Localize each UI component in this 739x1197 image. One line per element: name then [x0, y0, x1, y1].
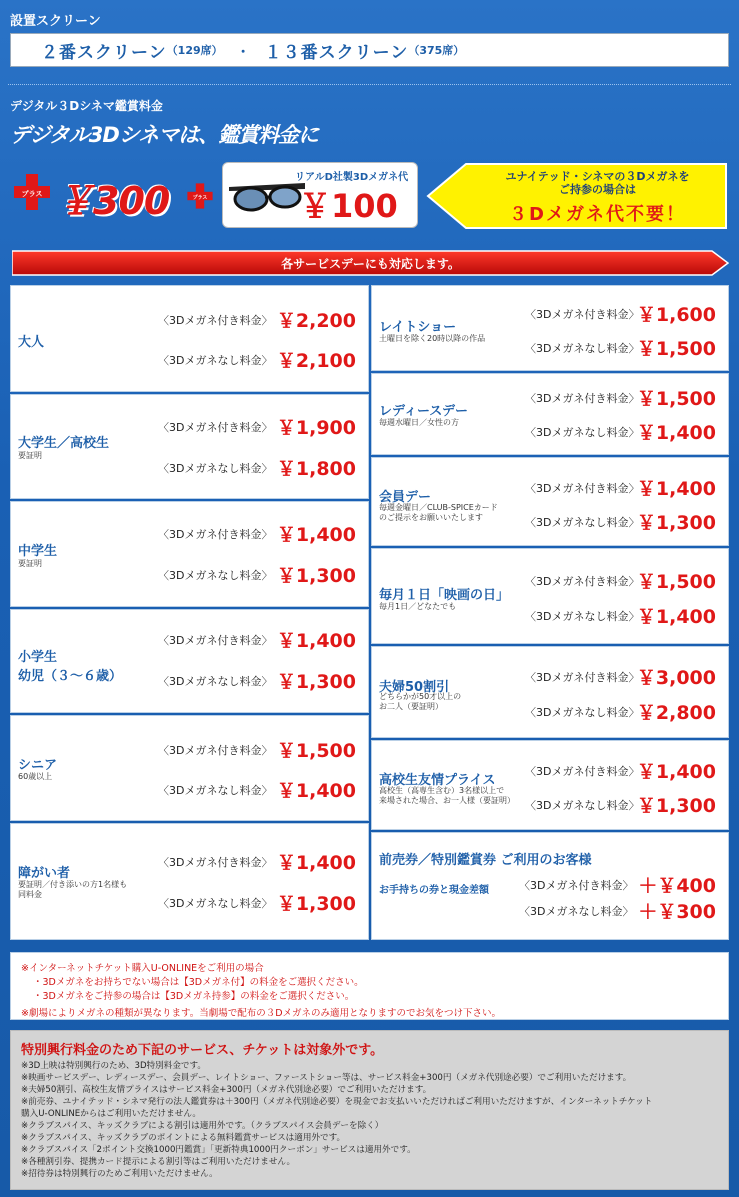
price-card-adult: [10, 285, 369, 392]
note-line: ※劇場によりメガネの種類が異なります。当劇場で配布の３Dメガネのみ適用となりますのでお気をつけ下さい。: [21, 1008, 502, 1019]
without-glasses-price: ￥1,400: [276, 780, 356, 802]
with-glasses-label: 〈3Dメガネ付き料金〉: [525, 392, 640, 405]
with-glasses-label: 〈3Dメガネ付き料金〉: [519, 879, 634, 892]
price-card-university-highschool: [10, 394, 369, 499]
card-note: 要証明: [18, 559, 42, 568]
with-glasses-price: ￥1,500: [276, 740, 356, 762]
exclusion-line: ※夫婦50割引、高校生友情プライスはサービス料金+300円（メガネ代別途必要）でご利用いただけます。: [21, 1085, 432, 1095]
with-glasses-price: ￥1,500: [636, 571, 716, 593]
screen-13-seats: （375席）: [408, 44, 465, 57]
plus-label: プラス: [21, 190, 43, 198]
card-title: レディースデー: [379, 404, 469, 419]
d3-headline: デジタル3Dシネマは、鑑賞料金に: [10, 123, 319, 147]
exclusion-line: ※映画サービスデー、レディースデー、会員デー、レイトショー、ファーストショー等は、サービス料金+300円（メガネ代別途必要）でご利用いただけます。: [21, 1073, 632, 1083]
without-glasses-label: 〈3Dメガネなし料金〉: [158, 569, 273, 582]
card-title-2: 幼児（３〜６歳）: [18, 669, 123, 684]
price-card-disabled: [10, 823, 369, 940]
without-glasses-label: 〈3Dメガネなし料金〉: [519, 905, 634, 918]
exclusion-line: ※前売券、ユナイテッド・シネマ発行の法人鑑賞券は＋300円（メガネ代別途必要）を現金でお支払いいただければご利用いただけますが、インターネットチケット: [21, 1097, 653, 1107]
with-glasses-price: ￥1,400: [636, 761, 716, 783]
price-card-elementary-child: [10, 609, 369, 713]
without-glasses-price: ￥2,800: [636, 702, 716, 724]
with-glasses-label: 〈3Dメガネ付き料金〉: [158, 634, 273, 647]
with-glasses-price: ￥2,200: [276, 310, 356, 332]
without-glasses-price: ￥1,400: [636, 606, 716, 628]
price-card-member-day: [371, 457, 729, 546]
exclusion-line: ※3D上映は特別興行のため、3D特別料金です。: [21, 1061, 207, 1071]
exclusion-line: ※クラブスパイス「2ポイント交換1000円鑑賞」「更新特典1000円クーポン」サービスは適用外です。: [21, 1145, 416, 1155]
note-line: ・3Dメガネをご持参の場合は【3Dメガネ持参】の料金をご選択ください。: [33, 991, 355, 1002]
with-glasses-price: ￥1,900: [276, 417, 356, 439]
price-card-advance-ticket: [371, 832, 729, 940]
card-note-2: 同料金: [18, 890, 42, 899]
price-card-junior-high: [10, 501, 369, 607]
plus-label: プラス: [192, 194, 208, 201]
card-title: シニア: [18, 758, 58, 773]
screen-list: [10, 33, 729, 67]
price-card-highschool-friendship: [371, 740, 729, 830]
with-glasses-price: ￥1,400: [276, 630, 356, 652]
card-title: 毎月１日「映画の日」: [379, 588, 510, 603]
card-note: どちらかが50才以上の: [379, 692, 462, 701]
screen-section-title: 設置スクリーン: [10, 14, 101, 29]
exclusion-line: 購入U-ONLINEからはご利用いただけません。: [21, 1109, 202, 1119]
no-glasses-line2: ご持参の場合は: [559, 183, 636, 196]
without-glasses-price: ￥1,300: [276, 893, 356, 915]
screen-13-name: １３番スクリーン: [264, 42, 409, 63]
screen-2-name: ２番スクリーン: [41, 42, 167, 63]
without-glasses-price: ￥1,300: [636, 512, 716, 534]
card-title: 小学生: [18, 650, 58, 665]
surcharge-price: ￥300: [56, 179, 170, 223]
card-title: 障がい者: [18, 866, 71, 881]
with-glasses-price: ￥1,400: [276, 852, 356, 874]
without-glasses-label: 〈3Dメガネなし料金〉: [525, 342, 640, 355]
online-ticket-notes: [10, 952, 729, 1020]
card-note: 60歳以上: [18, 772, 53, 781]
without-glasses-label: 〈3Dメガネなし料金〉: [525, 706, 640, 719]
card-note: 土曜日を除く20時以降の作品: [379, 334, 486, 343]
without-glasses-price: ￥1,400: [636, 422, 716, 444]
card-note: 毎週金曜日／CLUB-SPICEカード: [379, 503, 498, 512]
with-glasses-label: 〈3Dメガネ付き料金〉: [525, 765, 640, 778]
with-glasses-price: ＋￥400: [638, 875, 716, 897]
with-glasses-label: 〈3Dメガネ付き料金〉: [525, 482, 640, 495]
card-title: 夫婦50割引: [379, 680, 450, 695]
with-glasses-label: 〈3Dメガネ付き料金〉: [158, 314, 273, 327]
without-glasses-label: 〈3Dメガネなし料金〉: [158, 784, 273, 797]
card-title: 大人: [18, 335, 45, 350]
without-glasses-price: ＋￥300: [638, 901, 716, 923]
plus-icon: [12, 172, 52, 212]
no-glasses-line1: ユナイテッド・シネマの３Dメガネを: [505, 170, 690, 183]
with-glasses-label: 〈3Dメガネ付き料金〉: [158, 421, 273, 434]
glasses-fee-box: [222, 162, 418, 228]
without-glasses-price: ￥2,100: [276, 350, 356, 372]
without-glasses-label: 〈3Dメガネなし料金〉: [158, 897, 273, 910]
with-glasses-label: 〈3Dメガネ付き料金〉: [525, 671, 640, 684]
glasses-fee-label: リアルD社製3Dメガネ代: [295, 172, 409, 183]
card-note-2: 来場された場合、お一人様（要証明）: [379, 796, 515, 805]
with-glasses-price: ￥1,600: [636, 304, 716, 326]
price-card-senior: [10, 715, 369, 821]
price-card-ladies-day: [371, 373, 729, 455]
exclusion-line: ※クラブスパイス、キッズクラブによる割引は適用外です。（クラブスパイス会員デーを除く）: [21, 1121, 384, 1131]
note-line: ・3Dメガネをお持ちでない場合は【3Dメガネ付】の料金をご選択ください。: [33, 977, 364, 988]
card-note-2: お二人（要証明）: [379, 702, 443, 711]
price-card-movie-day: [371, 548, 729, 644]
no-glasses-message: ３Dメガネ代不要！: [509, 204, 686, 225]
without-glasses-label: 〈3Dメガネなし料金〉: [525, 799, 640, 812]
exclusion-line: ※各種割引券、提携カード提示による割引等はご利用いただけません。: [21, 1157, 296, 1167]
with-glasses-label: 〈3Dメガネ付き料金〉: [525, 308, 640, 321]
note-line: ※インターネットチケット購入U-ONLINEをご利用の場合: [21, 963, 264, 974]
glasses-fee-price: ￥100: [299, 187, 398, 225]
card-title: 会員デー: [379, 490, 432, 505]
card-title: 中学生: [18, 544, 58, 559]
without-glasses-label: 〈3Dメガネなし料金〉: [158, 675, 273, 688]
without-glasses-label: 〈3Dメガネなし料金〉: [525, 610, 640, 623]
exclusions-title: 特別興行料金のため下記のサービス、チケットは対象外です。: [21, 1043, 384, 1058]
exclusion-line: ※クラブスパイス、キッズクラブのポイントによる無料鑑賞サービスは適用外です。: [21, 1133, 346, 1143]
price-card-couple-50: [371, 646, 729, 738]
with-glasses-price: ￥1,400: [636, 478, 716, 500]
with-glasses-label: 〈3Dメガネ付き料金〉: [158, 856, 273, 869]
exclusions-box: [10, 1030, 729, 1190]
card-title: 大学生／高校生: [18, 436, 110, 451]
divider: [8, 84, 731, 85]
without-glasses-label: 〈3Dメガネなし料金〉: [525, 426, 640, 439]
without-glasses-price: ￥1,300: [636, 795, 716, 817]
without-glasses-price: ￥1,800: [276, 458, 356, 480]
with-glasses-price: ￥1,400: [276, 524, 356, 546]
card-note: 要証明／付き添いの方1名様も: [18, 880, 128, 889]
without-glasses-label: 〈3Dメガネなし料金〉: [158, 462, 273, 475]
without-glasses-price: ￥1,500: [636, 338, 716, 360]
card-note: 毎月1日／どなたでも: [379, 602, 457, 611]
screen-separator: ・: [236, 44, 251, 60]
price-card-late-show: [371, 285, 729, 371]
card-title: 前売券／特別鑑賞券 ご利用のお客様: [379, 853, 592, 868]
card-note: 要証明: [18, 451, 42, 460]
screen-2-seats: （129席）: [166, 44, 223, 57]
card-note: 毎週水曜日／女性の方: [379, 418, 459, 427]
card-note: お手持ちの券と現金差額: [379, 885, 489, 896]
without-glasses-label: 〈3Dメガネなし料金〉: [158, 354, 273, 367]
exclusion-line: ※招待券は特別興行のためご利用いただけません。: [21, 1169, 218, 1179]
with-glasses-price: ￥1,500: [636, 388, 716, 410]
card-note: 高校生（高専生含む）3名様以上で: [379, 786, 505, 795]
with-glasses-label: 〈3Dメガネ付き料金〉: [158, 744, 273, 757]
with-glasses-price: ￥3,000: [636, 667, 716, 689]
3d-glasses-icon: [227, 177, 307, 217]
without-glasses-label: 〈3Dメガネなし料金〉: [525, 516, 640, 529]
d3-section-title: デジタル３Dシネマ鑑賞料金: [10, 99, 163, 113]
with-glasses-label: 〈3Dメガネ付き料金〉: [158, 528, 273, 541]
service-day-text: 各サービスデーにも対応します。: [281, 257, 460, 271]
card-note-2: のご提示をお願いいたします: [379, 513, 483, 522]
with-glasses-label: 〈3Dメガネ付き料金〉: [525, 575, 640, 588]
without-glasses-price: ￥1,300: [276, 565, 356, 587]
without-glasses-price: ￥1,300: [276, 671, 356, 693]
card-title: 高校生友情プライス: [379, 773, 496, 788]
card-title: レイトショー: [379, 320, 457, 335]
plus-icon: [186, 182, 214, 210]
